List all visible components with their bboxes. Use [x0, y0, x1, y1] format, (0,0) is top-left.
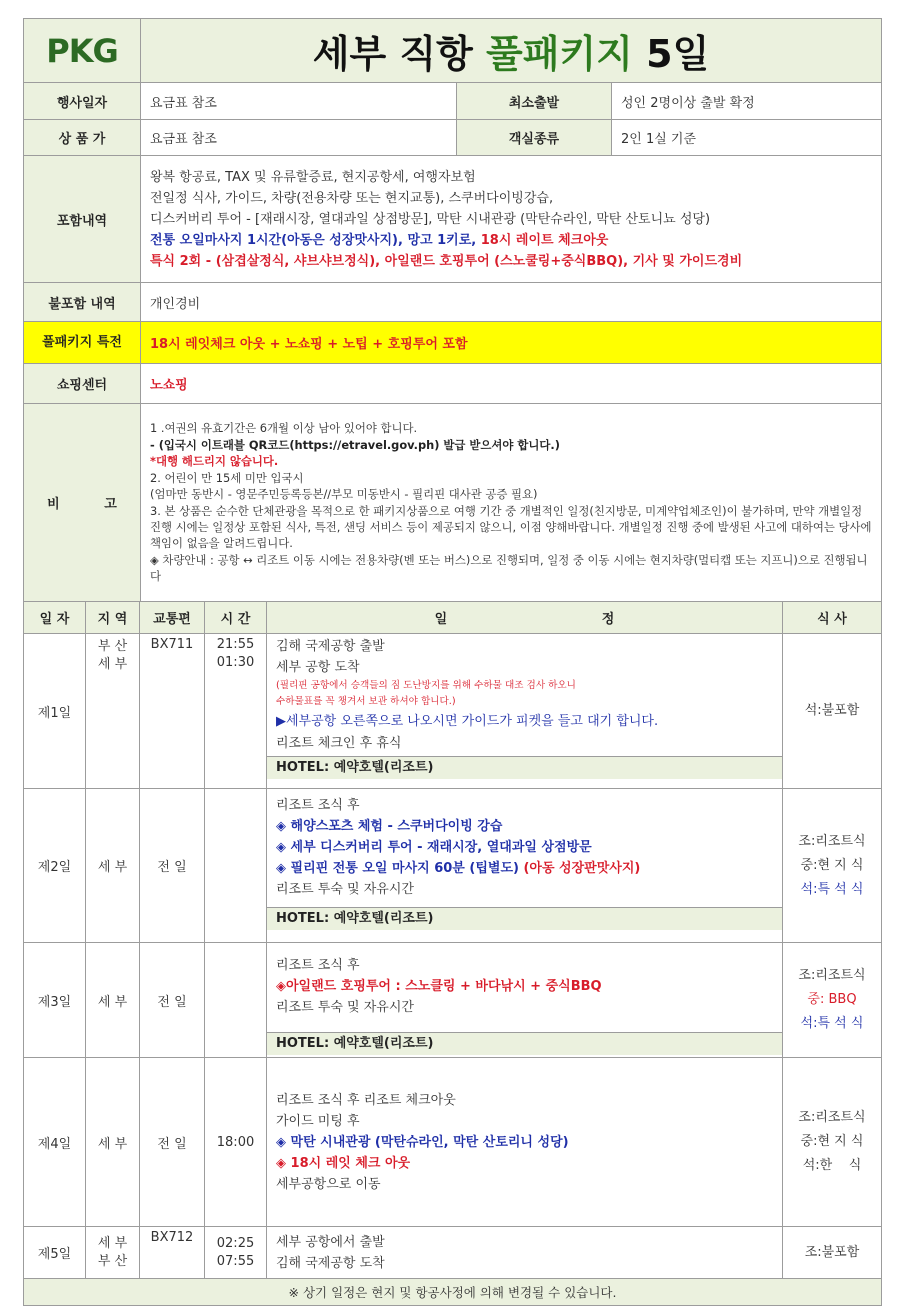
itinerary-line: ◈ 막탄 시내관광 (막탄슈라인, 막탄 산토리니 성당): [276, 1134, 569, 1150]
day-transport: 전 일: [140, 789, 205, 943]
day-time: 02:25 07:55: [205, 1227, 267, 1279]
included-label: 포함내역: [24, 156, 141, 283]
logo: PKG: [24, 19, 141, 83]
room-type-value: 2인 1실 기준: [612, 120, 882, 156]
day-transport: 전 일: [140, 943, 205, 1058]
day-time: [205, 943, 267, 1058]
notes-label: 비 고: [24, 404, 141, 602]
day-label: 제5일: [24, 1227, 86, 1279]
note-line: 2. 어린이 만 15세 미만 입국시: [150, 470, 304, 485]
col-region: 지 역: [86, 602, 140, 634]
day-itinerary: [267, 943, 783, 1058]
day-label: 제4일: [24, 1058, 86, 1227]
day-itinerary: [267, 789, 783, 943]
itinerary-note: 수하물표를 꼭 챙겨서 보관 하셔야 합니다.): [276, 696, 456, 707]
col-day: 일 자: [24, 602, 86, 634]
day-region: 세 부 부 산: [86, 1227, 140, 1279]
price-label: 상 품 가: [24, 120, 141, 156]
itinerary-line: ◈ 18시 레잇 체크 아웃: [276, 1155, 411, 1171]
included-line: 전일정 식사, 가이드, 차량(전용차량 또는 현지교통), 스쿠버다이빙강습,: [150, 190, 554, 206]
itinerary-line: 가이드 미팅 후: [276, 1113, 360, 1129]
included-line: 디스커버리 투어 - [재래시장, 열대과일 상점방문], 막탄 시내관광 (막탄슈라인, 막탄 산토니뇨 성당): [150, 211, 711, 227]
day-region: 세 부: [86, 943, 140, 1058]
day-time: 21:55 01:30: [205, 634, 267, 789]
special-value: 18시 레잇체크 아웃 + 노쇼핑 + 노팁 + 호핑투어 포함: [141, 322, 882, 364]
hotel-line: HOTEL: 예약호텔(리조트): [267, 1032, 782, 1055]
schedule-header: [24, 602, 882, 634]
footer-note: ※ 상기 일정은 현지 및 항공사정에 의해 변경될 수 있습니다.: [24, 1279, 882, 1306]
day-label: 제1일: [24, 634, 86, 789]
min-departure-value: 성인 2명이상 출발 확정: [612, 83, 882, 120]
itinerary-line: ◈아일랜드 호핑투어 : 스노클링 + 바다낚시 + 중식BBQ: [276, 979, 602, 994]
day-row: [24, 634, 882, 789]
notes-text: [141, 404, 882, 602]
min-departure-label: 최소출발: [457, 83, 612, 120]
itinerary-line: 리조트 체크인 후 휴식: [276, 736, 402, 751]
day-label: 제3일: [24, 943, 86, 1058]
day-meal: 조:리조트식 중:현 지 식 석:한 식: [783, 1058, 882, 1227]
shopping-value: 노쇼핑: [141, 364, 882, 404]
hotel-line: HOTEL: 예약호텔(리조트): [267, 756, 782, 779]
itinerary-line: 세부공항으로 이동: [276, 1176, 381, 1192]
day-transport: BX711: [140, 634, 205, 789]
itinerary-line: ▶세부공항 오른쪽으로 나오시면 가이드가 피켓을 들고 대기 합니다.: [276, 714, 659, 729]
itinerary-note: (필리핀 공항에서 승객들의 짐 도난방지를 위해 수하물 대조 검사 하오니: [276, 680, 576, 691]
note-line: - (입국시 이트래블 QR코드(https://etravel.gov.ph) 발급 받으셔야 합니다.): [150, 437, 560, 452]
itinerary-line: 세부 공항에서 출발: [276, 1234, 385, 1250]
day-meal: 조:리조트식 중:현 지 식 석:특 석 식: [783, 789, 882, 943]
day-row: [24, 1058, 882, 1227]
itinerary-line: 김해 국제공항 도착: [276, 1255, 385, 1271]
price-value: 요금표 참조: [141, 120, 457, 156]
day-itinerary: [267, 1058, 783, 1227]
special-label: 풀패키지 특전: [24, 322, 141, 364]
note-line: 3. 본 상품은 순수한 단체관광을 목적으로 한 패키지상품으로 여행 기간 중 개별적인 일정(친지방문, 미계약업체조인)이 불가하며, 만약 개별일정 진행 시에는 일정상 포함된 식사, 특전, 샌딩 서비스 등이 제공되지 않으니, 이점 양해바랍니다. 개별일정 진행 중에 발생된 사고에 대하여는 당사에 책임이 없음을 알려드립니다.: [150, 503, 872, 551]
excluded-label: 불포함 내역: [24, 283, 141, 322]
day-label: 제2일: [24, 789, 86, 943]
itinerary-line: 리조트 투숙 및 자유시간: [276, 1000, 414, 1015]
day-region: 세 부: [86, 789, 140, 943]
day-time: 18:00: [205, 1058, 267, 1227]
day-transport: 전 일: [140, 1058, 205, 1227]
day-region: 부 산 세 부: [86, 634, 140, 789]
note-line: ◈ 차량안내 : 공항 ↔ 리조트 이동 시에는 전용차량(벤 또는 버스)으로 진행되며, 일정 중 이동 시에는 현지차량(멀티캡 또는 지프니)으로 진행됩니다: [150, 552, 868, 584]
itinerary-line: ◈ 세부 디스커버리 투어 - 재래시장, 열대과일 상점방문: [276, 840, 592, 855]
dates-label: 행사일자: [24, 83, 141, 120]
day-row: [24, 789, 882, 943]
itinerary-line: 리조트 조식 후: [276, 958, 360, 973]
note-line: 1 .여권의 유효기간은 6개월 이상 남아 있어야 합니다.: [150, 421, 418, 436]
dates-value: 요금표 참조: [141, 83, 457, 120]
schedule-table: [23, 601, 882, 1306]
col-time: 시 간: [205, 602, 267, 634]
included-list: [141, 156, 882, 283]
product-sheet: [23, 18, 881, 1306]
excluded-value: 개인경비: [141, 283, 882, 322]
note-line: *대행 해드리지 않습니다.: [150, 454, 279, 469]
included-line: 특식 2회 - (삼겹살정식, 샤브샤브정식), 아일랜드 호핑투어 (스노쿨링+중식BBQ), 기사 및 가이드경비: [150, 253, 743, 269]
day-meal: 조:리조트식 중: BBQ 석:특 석 식: [783, 943, 882, 1058]
itinerary-line: ◈ 해양스포츠 체험 - 스쿠버다이빙 강습: [276, 819, 503, 834]
col-itinerary: 일 정: [267, 602, 783, 634]
itinerary-line: 리조트 투숙 및 자유시간: [276, 882, 414, 897]
col-transport: 교통편: [140, 602, 205, 634]
itinerary-line: 리조트 조식 후: [276, 798, 360, 813]
page-title: 세부 직항 풀패키지 5일: [141, 19, 882, 83]
itinerary-line: ◈ 필리핀 전통 오일 마사지 60분 (팁별도) (아동 성장판맛사지): [276, 861, 641, 876]
day-meal: 석:불포함: [783, 634, 882, 789]
day-itinerary: [267, 634, 783, 789]
day-itinerary: [267, 1227, 783, 1279]
shopping-label: 쇼핑센터: [24, 364, 141, 404]
included-line: 왕복 항공료, TAX 및 유류할증료, 현지공항세, 여행자보험: [150, 169, 476, 185]
col-meal: 식 사: [783, 602, 882, 634]
hotel-line: HOTEL: 예약호텔(리조트): [267, 907, 782, 930]
day-region: 세 부: [86, 1058, 140, 1227]
info-table: [23, 18, 882, 602]
note-line: (엄마만 동반시 - 영문주민등록등본//부모 미동반시 - 필리핀 대사관 공증 필요): [150, 487, 538, 502]
itinerary-line: 김해 국제공항 출발: [276, 639, 385, 654]
room-type-label: 객실종류: [457, 120, 612, 156]
itinerary-line: 세부 공항 도착: [276, 660, 360, 675]
day-transport: BX712: [140, 1227, 205, 1279]
itinerary-line: 리조트 조식 후 리조트 체크아웃: [276, 1092, 456, 1108]
day-meal: 조:불포함: [783, 1227, 882, 1279]
day-time: [205, 789, 267, 943]
included-line: 전통 오일마사지 1시간(아동은 성장맛사지), 망고 1키로, 18시 레이트 체크아웃: [150, 232, 609, 248]
day-row: [24, 1227, 882, 1279]
day-row: [24, 943, 882, 1058]
